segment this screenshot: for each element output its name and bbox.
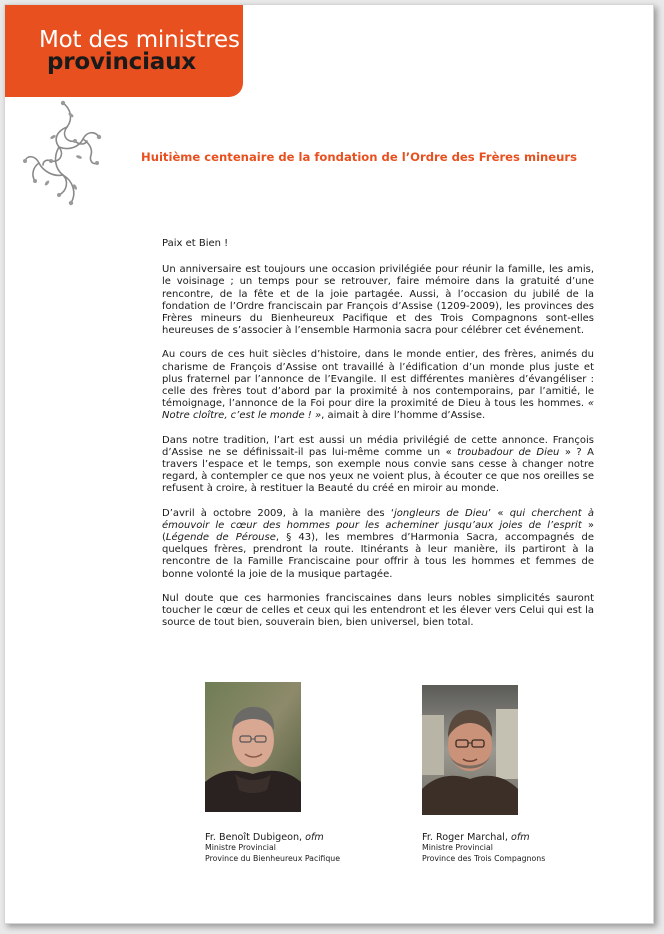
paragraph-4-start: D’avril à octobre 2009, à la manière des ‘: [162, 507, 394, 519]
paragraph-4-mid-2: » (: [162, 519, 594, 544]
signatory-2-order: ofm: [510, 832, 530, 843]
paragraph-4-italic-2: qui cherchent à émouvoir le cœur des hommes pour les acheminer jusqu’aux joies de l’esprit: [162, 507, 594, 531]
signatory-2-role: Ministre Provincial: [422, 843, 493, 852]
portrait-photo-1: [205, 682, 301, 812]
signatory-2-province: Province des Trois Compagnons: [422, 853, 546, 863]
floral-scroll-ornament-icon: [23, 97, 105, 209]
signatory-2-name-line: [422, 832, 545, 843]
header-banner: [5, 5, 243, 97]
paragraph-2-quote: « Notre cloître, c’est le monde ! »: [162, 398, 594, 422]
signatory-2: [422, 832, 545, 864]
signatory-1-role: Ministre Provincial: [205, 843, 276, 852]
signatory-1-province: Province du Bienheureux Pacifique: [205, 853, 341, 863]
paragraph-4-end: , § 43), les membres d’Harmonia Sacra, accompagnés de quelques frères, prendront la route. Itinérants à leur manière, ils partiront à la rencontre de la Famille Franciscaine pour offrir à tous les hommes et femmes de bonne volonté la joie de la musique partagée.: [162, 532, 595, 580]
header-title-line1: Mot des ministres: [39, 27, 240, 53]
portrait-photo-2: [422, 685, 518, 815]
greeting: Paix et Bien !: [162, 238, 229, 249]
paragraph-4-italic-1: jongleurs de Dieu: [394, 507, 489, 519]
paragraph-3: [162, 435, 594, 496]
signatory-1-name: Fr. Benoît Dubigeon,: [205, 832, 303, 843]
paragraph-2: [162, 349, 594, 422]
paragraph-4-mid-1: ’ «: [488, 507, 510, 519]
paragraph-2-end: , aimait à dire l’homme d’Assise.: [321, 410, 486, 422]
paragraph-3-italic: troubadour de Dieu: [457, 446, 560, 458]
signatory-1-name-line: [205, 832, 340, 843]
paragraph-4: [162, 508, 594, 581]
header-title-line2: provinciaux: [47, 49, 196, 75]
paragraph-1: Un anniversaire est toujours une occasion privilégiée pour réunir la famille, les amis, le voisinage ; un temps pour se retrouver, faire mémoire dans la gratuité d’une rencontre, de la fête et de la joie partagée. Aussi, à l’occasion du jubilé de la fondation de l’Ordre franciscain par François d’Assise (1209-2009), les provinces des Frères mineurs du Bienheureux Pacifique et des Trois Compagnons sont-elles heureuses de s’associer à l’ensemble Harmonia sacra pour célébrer cet événement.: [162, 264, 594, 337]
document-subtitle: Huitième centenaire de la fondation de l’Ordre des Frères mineurs: [141, 150, 578, 164]
paragraph-2-text: Au cours de ces huit siècles d’histoire, dans le monde entier, des frères, animés du charisme de François d’Assise ont travaillé à l’édification d’un monde plus juste et plus fraternel par l’annonce de l’Evangile. Il est différentes manières d’évangéliser : celle des frères tout d’abord par la proximité à nos contemporains, par l’amitié, le témoignage, l’annonce de la Foi pour dire la proximité de Dieu à tous les hommes.: [162, 349, 594, 410]
paragraph-4-italic-3: Légende de Pérouse: [165, 532, 276, 544]
paragraph-3-start: Dans notre tradition, l’art est aussi un média privilégié de cette annonce. François d’Assise ne se définissait-il pas lui-même comme un «: [162, 434, 594, 458]
signatory-1: [205, 832, 340, 864]
signatory-2-name: Fr. Roger Marchal,: [422, 832, 508, 843]
signatory-1-order: ofm: [305, 832, 324, 843]
letter-body: [162, 238, 594, 641]
paragraph-3-end: » ? A travers l’espace et le temps, son exemple nous convie sans cesse à changer notre regard, à contempler ce que nos yeux ne voient plus, à écouter ce que nos oreilles se refusent à croire, à restituer la Beauté du créé en miroir au monde.: [162, 446, 594, 495]
document-page: [4, 4, 654, 924]
paragraph-5: Nul doute que ces harmonies franciscaines dans leurs nobles simplicités sauront toucher le cœur de celles et ceux qui les entendront et les élever vers Celui qui est la source de tout bien, souverain bien, bien universel, bien total.: [162, 592, 594, 629]
